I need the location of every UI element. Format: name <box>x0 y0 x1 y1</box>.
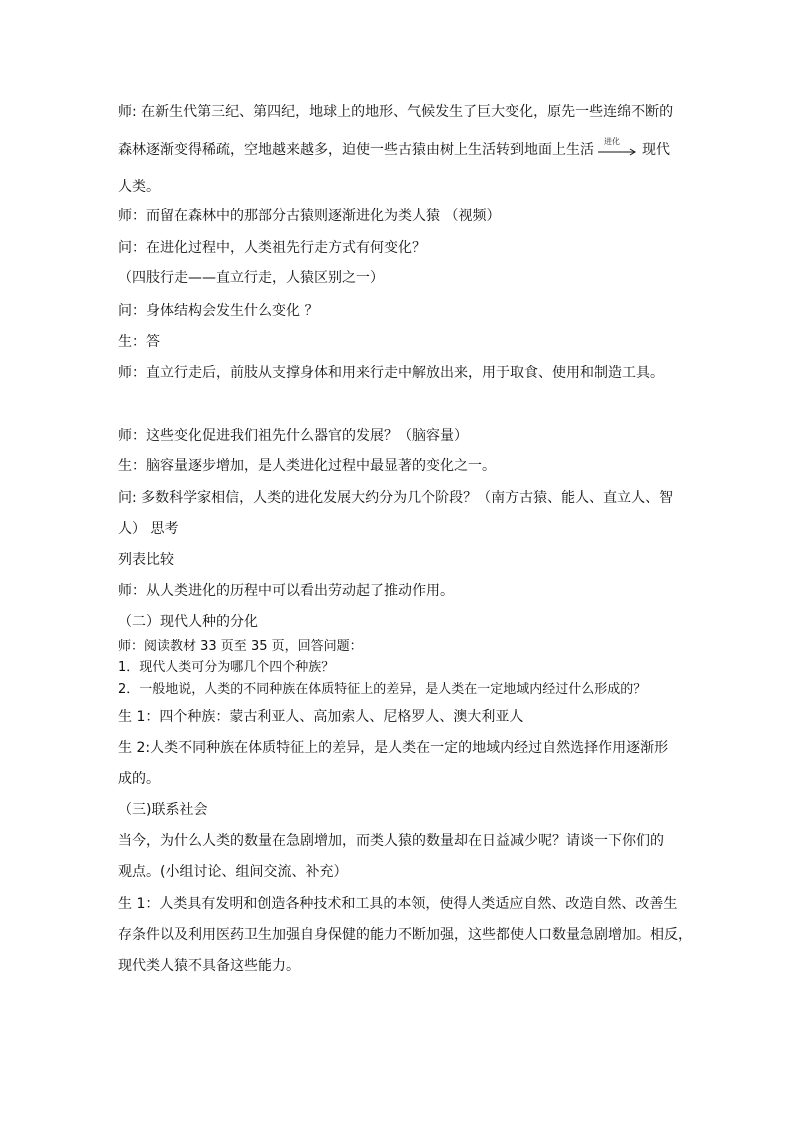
text-line: 师：阅读教材 33 页至 35 页，回答问题： <box>118 639 363 654</box>
text-line-with-arrow <box>118 137 670 159</box>
text-line: 当今，为什么人类的数量在急剧增加，而类人猿的数量却在日益减少呢？请谈一下你们的 <box>118 833 664 849</box>
text-line: 师：而留在森林中的那部分古猿则逐渐进化为类人猿 （视频） <box>118 208 501 224</box>
text-line: 问: 多数科学家相信，人类的进化发展大约分为几个阶段？（南方古猿、能人、直立人、智 <box>118 490 674 506</box>
text-line: 人类。 <box>118 179 160 195</box>
text-line: 存条件以及利用医药卫生加强自身保健的能力不断加强，这些都使人口数量急剧增加。相反， <box>118 927 692 943</box>
text-line: 生 1：人类具有发明和创造各种技术和工具的本领，使得人类适应自然、改造自然、改善生 <box>118 896 678 912</box>
text-line: 2．一般地说，人类的不同种族在体质特征上的差异，是人类在一定地域内经过什么形成的？ <box>118 682 647 697</box>
section-heading: （三)联系社会 <box>118 802 208 818</box>
text-segment: 森林逐渐变得稀疏，空地越来越多，迫使一些古猿由树上生活转到地面上生活 <box>118 142 594 158</box>
text-line: 生 2:人类不同种族在体质特征上的差异，是人类在一定的地域内经过自然选择作用逐渐形 <box>118 740 669 756</box>
text-line: 成的。 <box>118 771 160 787</box>
text-line: 师：从人类进化的历程中可以看出劳动起了推动作用。 <box>118 583 454 599</box>
text-line: 师：直立行走后，前肢从支撑身体和用来行走中解放出来，用于取食、使用和制造工具。 <box>118 365 664 381</box>
text-line: 生：脑容量逐步增加，是人类进化过程中最显著的变化之一。 <box>118 458 496 474</box>
text-line: 问：身体结构会发生什么变化 ？ <box>118 303 319 319</box>
text-line: 生 1：四个种族：蒙古利亚人、高加索人、尼格罗人、澳大利亚人 <box>118 709 524 725</box>
evolution-arrow <box>596 137 640 159</box>
text-line: 问：在进化过程中，人类祖先行走方式有何变化？ <box>118 240 426 256</box>
section-heading: （二）现代人种的分化 <box>118 614 258 630</box>
text-line: 1．现代人类可分为哪几个四个种族？ <box>118 660 335 675</box>
text-line: 现代类人猿不具备这些能力。 <box>118 958 300 974</box>
text-line: 列表比较 <box>118 552 174 568</box>
text-line: 观点。(小组讨论、组间交流、补充） <box>118 864 348 880</box>
text-line: 师：这些变化促进我们祖先什么器官的发展？（脑容量） <box>118 428 468 444</box>
text-line: 人） 思考 <box>118 521 179 537</box>
right-arrow-icon <box>596 148 640 156</box>
text-line: （四肢行走——直立行走，人猿区别之一） <box>118 270 384 286</box>
text-segment: 现代 <box>642 142 670 158</box>
text-line: 师: 在新生代第三纪、第四纪，地球上的地形、气候发生了巨大变化，原先一些连绵不断的 <box>118 104 674 120</box>
arrow-label: 进化 <box>604 137 620 146</box>
text-line: 生：答 <box>118 334 160 350</box>
